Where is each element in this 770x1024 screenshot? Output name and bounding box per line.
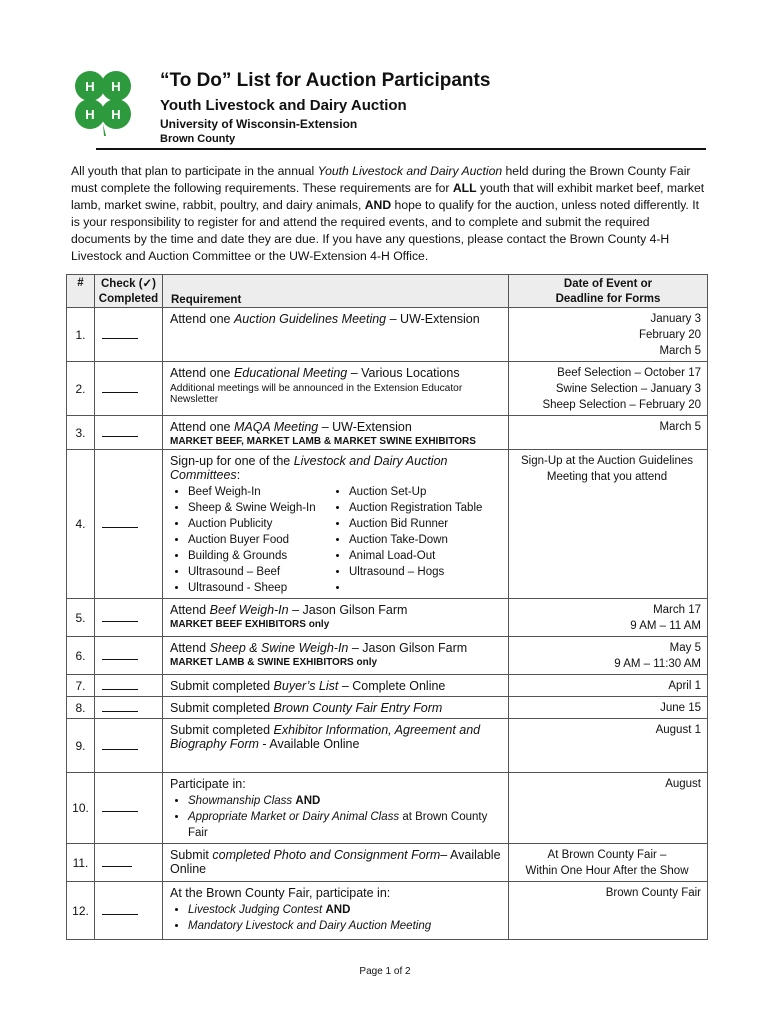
check-blank[interactable]	[95, 719, 163, 773]
requirements-table	[66, 274, 708, 940]
requirement-lead: Attend	[170, 641, 210, 655]
row-number: 2.	[67, 362, 95, 416]
check-blank[interactable]	[95, 773, 163, 844]
eligibility-note: MARKET BEEF EXHIBITORS only	[170, 619, 330, 630]
check-blank[interactable]	[95, 599, 163, 637]
requirement-detail: - Available Online	[258, 737, 360, 751]
clover-leaf-h: H	[85, 79, 95, 94]
check-line[interactable]	[102, 435, 138, 437]
requirement-text	[170, 679, 502, 693]
header-date: Date of Event or Deadline for Forms	[509, 275, 708, 308]
participation-item	[188, 902, 502, 918]
clover-leaf-h: H	[111, 107, 121, 122]
date-cell	[509, 416, 708, 450]
organization: University of Wisconsin-Extension	[160, 117, 358, 131]
requirement-cell	[163, 637, 509, 675]
check-blank[interactable]	[95, 697, 163, 719]
table-row	[67, 637, 708, 675]
committee-item: • Ultrasound – Beef	[188, 564, 341, 580]
participation-item	[188, 793, 502, 809]
requirement-text	[170, 312, 502, 326]
committee-item: • Auction Publicity	[188, 516, 341, 532]
date-line: Sign-Up at the Auction Guidelines	[521, 455, 693, 467]
requirement-lead: Attend one	[170, 312, 234, 326]
check-line[interactable]	[102, 710, 138, 712]
date-cell	[509, 637, 708, 675]
requirement-cell	[163, 450, 509, 599]
date-line: August 1	[655, 724, 701, 736]
date-line: Within One Hour After the Show	[525, 865, 689, 877]
header-requirement: Requirement	[163, 275, 509, 308]
table-row	[67, 308, 708, 362]
requirement-cell	[163, 362, 509, 416]
row-number: 1.	[67, 308, 95, 362]
requirement-text	[170, 848, 502, 876]
date-line: Beef Selection – October 17	[557, 367, 701, 379]
date-line: June 15	[660, 702, 701, 714]
committee-item: • Ultrasound - Sheep	[188, 580, 341, 596]
date-cell	[509, 719, 708, 773]
date-line: February 20	[638, 329, 701, 341]
requirement-lead: Submit completed	[170, 723, 274, 737]
table-row	[67, 362, 708, 416]
header-number: #	[67, 275, 95, 308]
requirement-detail: – Jason Gilson Farm	[348, 641, 468, 655]
date-line: Sheep Selection – February 20	[542, 399, 701, 411]
requirement-lead: Sign-up for one of the	[170, 454, 294, 468]
committee-item: • Auction Bid Runner	[349, 516, 502, 532]
date-line: Swine Selection – January 3	[555, 383, 701, 395]
date-line: March 5	[659, 421, 701, 433]
page-subtitle: Youth Livestock and Dairy Auction	[160, 97, 407, 114]
check-line[interactable]	[102, 620, 138, 622]
check-line[interactable]	[102, 658, 138, 660]
requirement-detail: – UW-Extension	[386, 312, 480, 326]
check-blank[interactable]	[95, 450, 163, 599]
table-row	[67, 675, 708, 697]
requirement-cell	[163, 844, 509, 882]
participation-and: AND	[325, 904, 351, 916]
check-blank[interactable]	[95, 882, 163, 940]
requirement-item: Sheep & Swine Weigh-In	[209, 641, 349, 655]
committee-item: • Auction Buyer Food	[188, 532, 341, 548]
committee-item: • Animal Load-Out	[349, 548, 502, 564]
requirement-lead: Submit completed	[170, 701, 274, 715]
requirement-lead: Submit completed	[170, 679, 274, 693]
requirement-item: Beef Weigh-In	[209, 603, 289, 617]
date-cell	[509, 450, 708, 599]
date-line: Meeting that you attend	[546, 471, 668, 483]
requirement-detail: – Available Online	[170, 848, 501, 876]
county: Brown County	[160, 133, 236, 145]
requirement-item: MAQA Meeting	[233, 420, 319, 434]
participation-item	[188, 918, 502, 934]
requirement-detail: – Jason Gilson Farm	[288, 603, 408, 617]
row-number: 6.	[67, 637, 95, 675]
requirement-item: Buyer’s List	[273, 679, 339, 693]
date-line: April 1	[668, 680, 701, 692]
eligibility-note: MARKET BEEF, MARKET LAMB & MARKET SWINE EXHIBITORS	[170, 436, 476, 447]
date-line: At Brown County Fair –	[547, 849, 667, 861]
clover-leaf-h: H	[85, 107, 95, 122]
date-cell	[509, 882, 708, 940]
intro-paragraph: All youth that plan to participate in the annual Youth Livestock and Dairy Auction held during the Brown County Fair must complete the following requirements. These requirements are for ALL youth that will exhibit market beef, market lamb, market swine, rabbit, poultry, and dairy animals, AND hope to qualify for the auction, unless noted differently. It is your responsibility to register for and attend the required events, and to complete and submit the required documents by the time and date they are due. If you have any questions, please contact the Brown County 4-H Livestock and Auction Committee or the UW-Extension 4-H Office.	[71, 164, 705, 263]
committee-item: • Auction Registration Table	[349, 500, 502, 516]
requirement-item: Auction Guidelines Meeting	[233, 312, 387, 326]
requirement-cell	[163, 882, 509, 940]
header-divider	[96, 148, 706, 150]
requirement-text	[170, 454, 502, 482]
participation-event: Appropriate Market or Dairy Animal Class	[188, 811, 400, 823]
committee-item: • Auction Set-Up	[349, 484, 502, 500]
check-blank[interactable]	[95, 844, 163, 882]
date-cell	[509, 844, 708, 882]
requirement-text	[170, 420, 502, 434]
check-blank[interactable]	[95, 362, 163, 416]
requirement-lead: Attend	[170, 603, 210, 617]
participation-detail: at Brown County Fair	[188, 811, 488, 839]
requirement-text	[170, 777, 502, 791]
table-header-row	[67, 275, 708, 308]
participation-and: AND	[295, 795, 321, 807]
requirement-lead: Attend one	[170, 420, 234, 434]
requirement-item: Brown County Fair Entry Form	[273, 701, 443, 715]
table-row	[67, 450, 708, 599]
check-line[interactable]	[102, 391, 138, 393]
requirement-cell	[163, 308, 509, 362]
requirement-text	[170, 701, 502, 715]
participation-event: Mandatory Livestock and Dairy Auction Meeting	[188, 920, 432, 932]
table-row	[67, 773, 708, 844]
table-row	[67, 416, 708, 450]
row-number: 10.	[67, 773, 95, 844]
date-line: 9 AM – 11 AM	[630, 620, 701, 632]
date-cell	[509, 773, 708, 844]
participation-list	[170, 902, 502, 934]
check-blank[interactable]	[95, 675, 163, 697]
table-row	[67, 882, 708, 940]
requirement-cell	[163, 719, 509, 773]
check-line[interactable]	[102, 913, 138, 915]
row-number: 5.	[67, 599, 95, 637]
committee-item: • Sheep & Swine Weigh-In	[188, 500, 341, 516]
date-cell	[509, 675, 708, 697]
committee-item: • Ultrasound – Hogs	[349, 564, 502, 580]
requirement-item: Exhibitor Information, Agreement and Biography Form	[170, 723, 481, 751]
row-number: 3.	[67, 416, 95, 450]
4h-clover-logo	[70, 66, 136, 136]
committee-item	[349, 580, 502, 596]
participation-event: Livestock Judging Contest	[188, 904, 323, 916]
check-blank[interactable]	[95, 637, 163, 675]
requirement-item: Educational Meeting	[233, 366, 348, 380]
row-number: 7.	[67, 675, 95, 697]
requirement-detail: – Complete Online	[338, 679, 446, 693]
check-line[interactable]	[102, 526, 138, 528]
table-row	[67, 844, 708, 882]
requirement-lead: At the Brown County Fair, participate in:	[170, 886, 391, 900]
requirement-text	[170, 603, 502, 617]
requirement-cell	[163, 675, 509, 697]
check-blank[interactable]	[95, 416, 163, 450]
date-line: March 5	[659, 345, 701, 357]
row-number: 8.	[67, 697, 95, 719]
requirement-text	[170, 366, 502, 380]
requirement-item: Livestock and Dairy Auction Committees	[170, 454, 448, 482]
header-check: Check (✓) Completed	[95, 275, 163, 308]
requirement-detail: – UW-Extension	[318, 420, 412, 434]
requirement-detail: :	[236, 468, 241, 482]
requirement-text	[170, 723, 502, 751]
table-row	[67, 599, 708, 637]
participation-event: Showmanship Class	[188, 795, 293, 807]
date-cell	[509, 362, 708, 416]
requirement-cell	[163, 599, 509, 637]
requirement-note: Additional meetings will be announced in the Extension Educator Newsletter	[170, 383, 463, 405]
check-blank[interactable]	[95, 308, 163, 362]
date-line: 9 AM – 11:30 AM	[614, 658, 701, 670]
check-line[interactable]	[102, 337, 138, 339]
requirement-text	[170, 886, 502, 900]
row-number: 12.	[67, 882, 95, 940]
committee-item: • Beef Weigh-In	[188, 484, 341, 500]
requirement-lead: Attend one	[170, 366, 234, 380]
check-line[interactable]	[102, 810, 138, 812]
table-row	[67, 697, 708, 719]
check-line[interactable]	[102, 865, 132, 867]
date-line: May 5	[669, 642, 701, 654]
requirement-item: completed Photo and Consignment Form	[212, 848, 441, 862]
date-line: August	[665, 778, 701, 790]
row-number: 9.	[67, 719, 95, 773]
committee-list	[170, 484, 502, 596]
check-line[interactable]	[102, 748, 138, 750]
committee-item: • Building & Grounds	[188, 548, 341, 564]
date-line: January 3	[650, 313, 701, 325]
date-cell	[509, 308, 708, 362]
requirement-lead: Participate in:	[170, 777, 246, 791]
requirement-detail: – Various Locations	[347, 366, 460, 380]
row-number: 11.	[67, 844, 95, 882]
row-number: 4.	[67, 450, 95, 599]
date-line: Brown County Fair	[605, 887, 701, 899]
date-cell	[509, 599, 708, 637]
eligibility-note: MARKET LAMB & SWINE EXHIBITORS only	[170, 657, 378, 668]
table-row	[67, 719, 708, 773]
requirement-cell	[163, 773, 509, 844]
page-number: Page 1 of 2	[359, 966, 411, 977]
date-cell	[509, 697, 708, 719]
page-title: “To Do” List for Auction Participants	[160, 70, 491, 91]
requirement-text	[170, 641, 502, 655]
requirement-cell	[163, 416, 509, 450]
requirement-lead: Submit	[170, 848, 213, 862]
check-line[interactable]	[102, 688, 138, 690]
requirement-cell	[163, 697, 509, 719]
clover-leaf-h: H	[111, 79, 121, 94]
date-line: March 17	[653, 604, 701, 616]
participation-list	[170, 793, 502, 841]
participation-item	[188, 809, 502, 841]
committee-item: • Auction Take-Down	[349, 532, 502, 548]
